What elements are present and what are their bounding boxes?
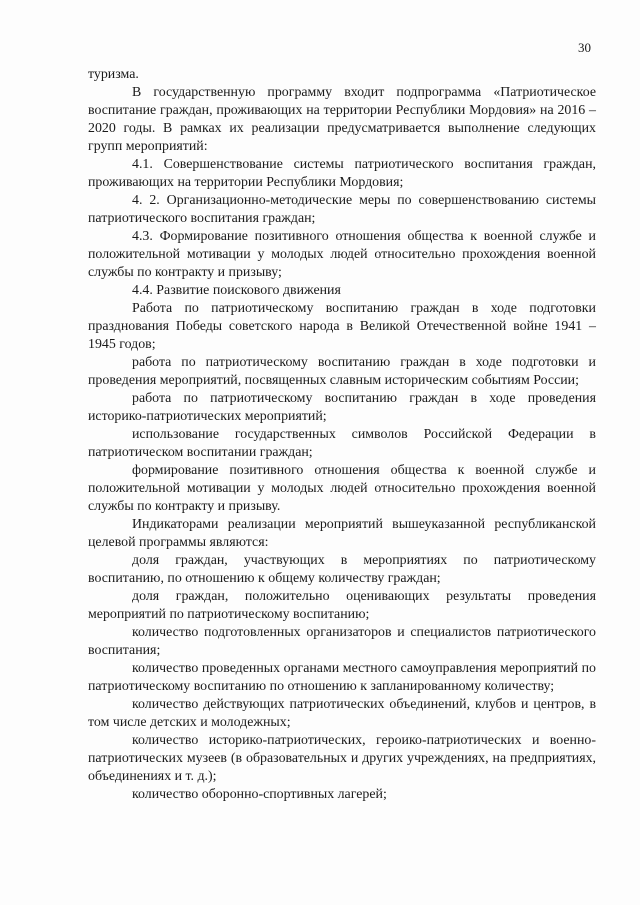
paragraph: туризма. xyxy=(88,67,139,82)
paragraph: 4.3. Формирование позитивного отношения общества к военной службе и положительной мотивации у молодых людей относительно прохождения военной службы по контракту и призыву; xyxy=(88,229,596,280)
paragraph: 4.4. Развитие поискового движения xyxy=(132,283,341,298)
page-number: 30 xyxy=(578,40,591,55)
paragraph: количество историко-патриотических, героико-патриотических и военно-патриотических музеев (в образовательных и других учреждениях, на предприятиях, объединениях и т. д.); xyxy=(88,733,596,784)
paragraph: Работа по патриотическому воспитанию граждан в ходе подготовки празднования Победы советского народа в Великой Отечественной войне 1941 – 1945 годов; xyxy=(88,301,596,352)
paragraph: формирование позитивного отношения общества к военной службе и положительной мотивации у молодых людей относительно прохождения военной службы по контракту и призыву. xyxy=(88,463,596,514)
paragraph: В государственную программу входит подпрограмма «Патриотическое воспитание граждан, проживающих на территории Республики Мордовия» на 2016 – 2020 годы. В рамках их реализации предусматривается выполнение следующих групп мероприятий: xyxy=(88,85,596,154)
paragraph: работа по патриотическому воспитанию граждан в ходе проведения историко-патриотических мероприятий; xyxy=(88,391,596,424)
paragraph: количество действующих патриотических объединений, клубов и центров, в том числе детских и молодежных; xyxy=(88,697,596,730)
paragraph: использование государственных символов Российской Федерации в патриотическом воспитании граждан; xyxy=(88,427,596,460)
paragraph: работа по патриотическому воспитанию граждан в ходе подготовки и проведения мероприятий, посвященных славным историческим событиям России; xyxy=(88,355,596,388)
paragraph: количество подготовленных организаторов и специалистов патриотического воспитания; xyxy=(88,625,596,658)
paragraph: 4.1. Совершенствование системы патриотического воспитания граждан, проживающих на территории Республики Мордовия; xyxy=(88,157,596,190)
paragraph: доля граждан, положительно оценивающих результаты проведения мероприятий по патриотическому воспитанию; xyxy=(88,589,596,622)
paragraph: доля граждан, участвующих в мероприятиях по патриотическому воспитанию, по отношению к общему количеству граждан; xyxy=(88,553,596,586)
document-body xyxy=(88,66,596,804)
paragraph: количество проведенных органами местного самоуправления мероприятий по патриотическому воспитанию по отношению к запланированному количеству; xyxy=(88,661,596,694)
paragraph: количество оборонно-спортивных лагерей; xyxy=(132,787,387,802)
paragraph: Индикаторами реализации мероприятий вышеуказанной республиканской целевой программы являются: xyxy=(88,517,596,550)
paragraph: 4. 2. Организационно-методические меры по совершенствованию системы патриотического воспитания граждан; xyxy=(88,193,596,226)
